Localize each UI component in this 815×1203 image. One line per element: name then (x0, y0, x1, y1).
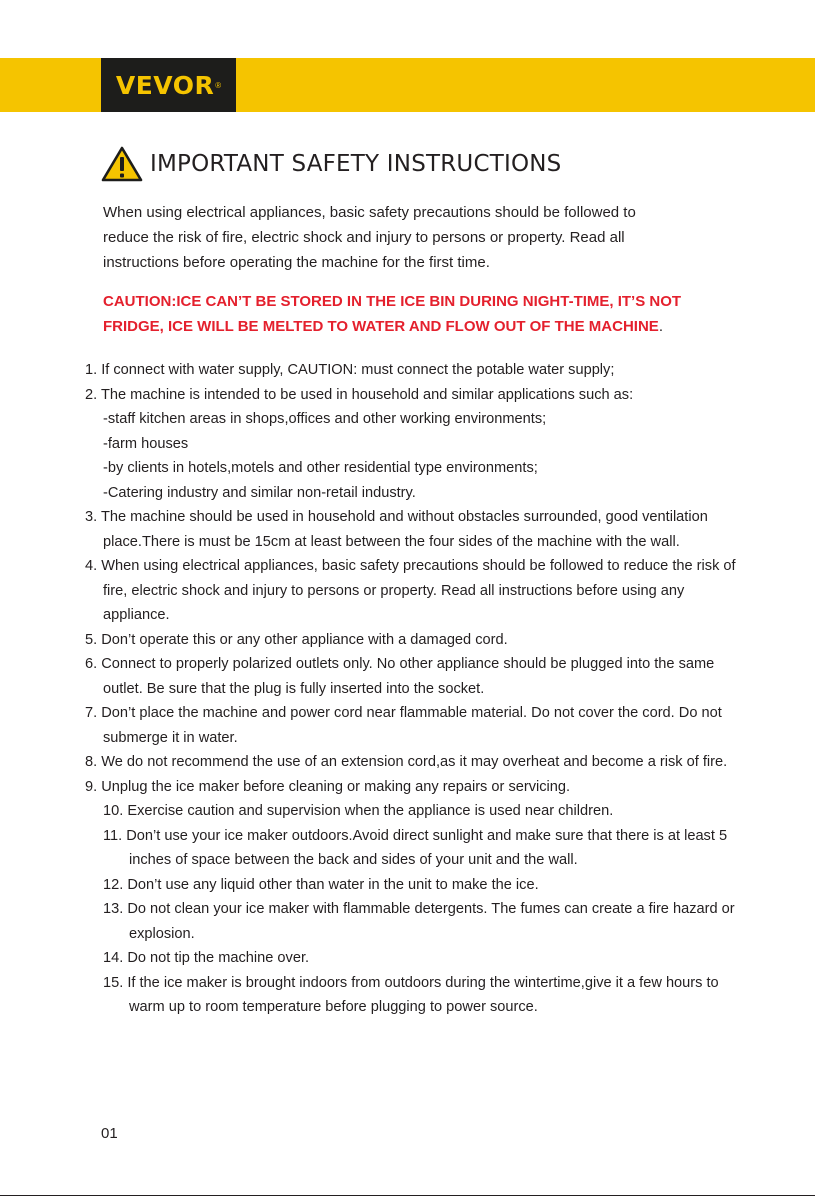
list-subitem: -by clients in hotels,motels and other residential type environments; (103, 460, 538, 476)
list-item: 2. The machine is intended to be used in household and similar applications such as: (85, 386, 634, 403)
list-item: 6. Connect to properly polarized outlets only. No other appliance should be plugged into the same outlet. Be sure that the plug is fully inserted into the socket. (85, 656, 715, 697)
page-heading (101, 146, 561, 182)
caution-notice (103, 289, 743, 339)
warning-triangle-icon (101, 146, 143, 182)
page-number: 01 (101, 1125, 118, 1142)
list-item: 11. Don’t use your ice maker outdoors.Avoid direct sunlight and make sure that there is at least 5 inches of space between the back and sides of your unit and the wall. (103, 827, 728, 868)
intro-paragraph: When using electrical appliances, basic safety precautions should be followed to reduce the risk of fire, electric shock and injury to persons or property. Read all instructions before operating the machine for the first time. (103, 204, 636, 271)
list-item: 9. Unplug the ice maker before cleaning or making any repairs or servicing. (85, 778, 571, 795)
list-item: 15. If the ice maker is brought indoors from outdoors during the wintertime,give it a few hours to warm up to room temperature before plugging to power source. (103, 974, 719, 1015)
caution-text: CAUTION:ICE CAN’T BE STORED IN THE ICE BIN DURING NIGHT-TIME, IT’S NOT FRIDGE, ICE WILL BE MELTED TO WATER AND FLOW OUT OF THE MACHINE (103, 293, 682, 335)
list-item: 12. Don’t use any liquid other than water in the unit to make the ice. (103, 876, 539, 893)
list-item: 8. We do not recommend the use of an extension cord,as it may overheat and become a risk of fire. (85, 754, 728, 770)
page-title: IMPORTANT SAFETY INSTRUCTIONS (150, 151, 562, 177)
bottom-divider (0, 1195, 815, 1196)
list-item: 5. Don’t operate this or any other appliance with a damaged cord. (85, 631, 508, 648)
registered-mark: ® (215, 80, 222, 90)
logo-text: VEVOR (115, 70, 215, 100)
list-item: 10. Exercise caution and supervision when the appliance is used near children. (103, 803, 614, 819)
safety-instructions-list (85, 358, 753, 1020)
list-subitem: -staff kitchen areas in shops,offices and other working environments; (103, 411, 547, 427)
list-item: 4. When using electrical appliances, basic safety precautions should be followed to reduce the risk of fire, electric shock and injury to persons or property. Read all instructions before using any appliance. (85, 558, 736, 623)
list-item: 7. Don’t place the machine and power cord near flammable material. Do not cover the cord. Do not submerge it in water. (85, 705, 722, 746)
list-subitem: -Catering industry and similar non-retail industry. (103, 484, 416, 501)
brand-logo (101, 58, 236, 112)
list-subitem: -farm houses (103, 435, 189, 452)
list-item: 1. If connect with water supply, CAUTION: must connect the potable water supply; (85, 362, 615, 378)
list-item: 14. Do not tip the machine over. (103, 950, 310, 966)
list-item: 3. The machine should be used in household and without obstacles surrounded, good ventilation place.There is must be 15cm at least between the four sides of the machine with the wall. (85, 509, 708, 550)
caution-period: . (658, 318, 663, 335)
list-item: 13. Do not clean your ice maker with flammable detergents. The fumes can create a fire hazard or explosion. (103, 901, 735, 942)
